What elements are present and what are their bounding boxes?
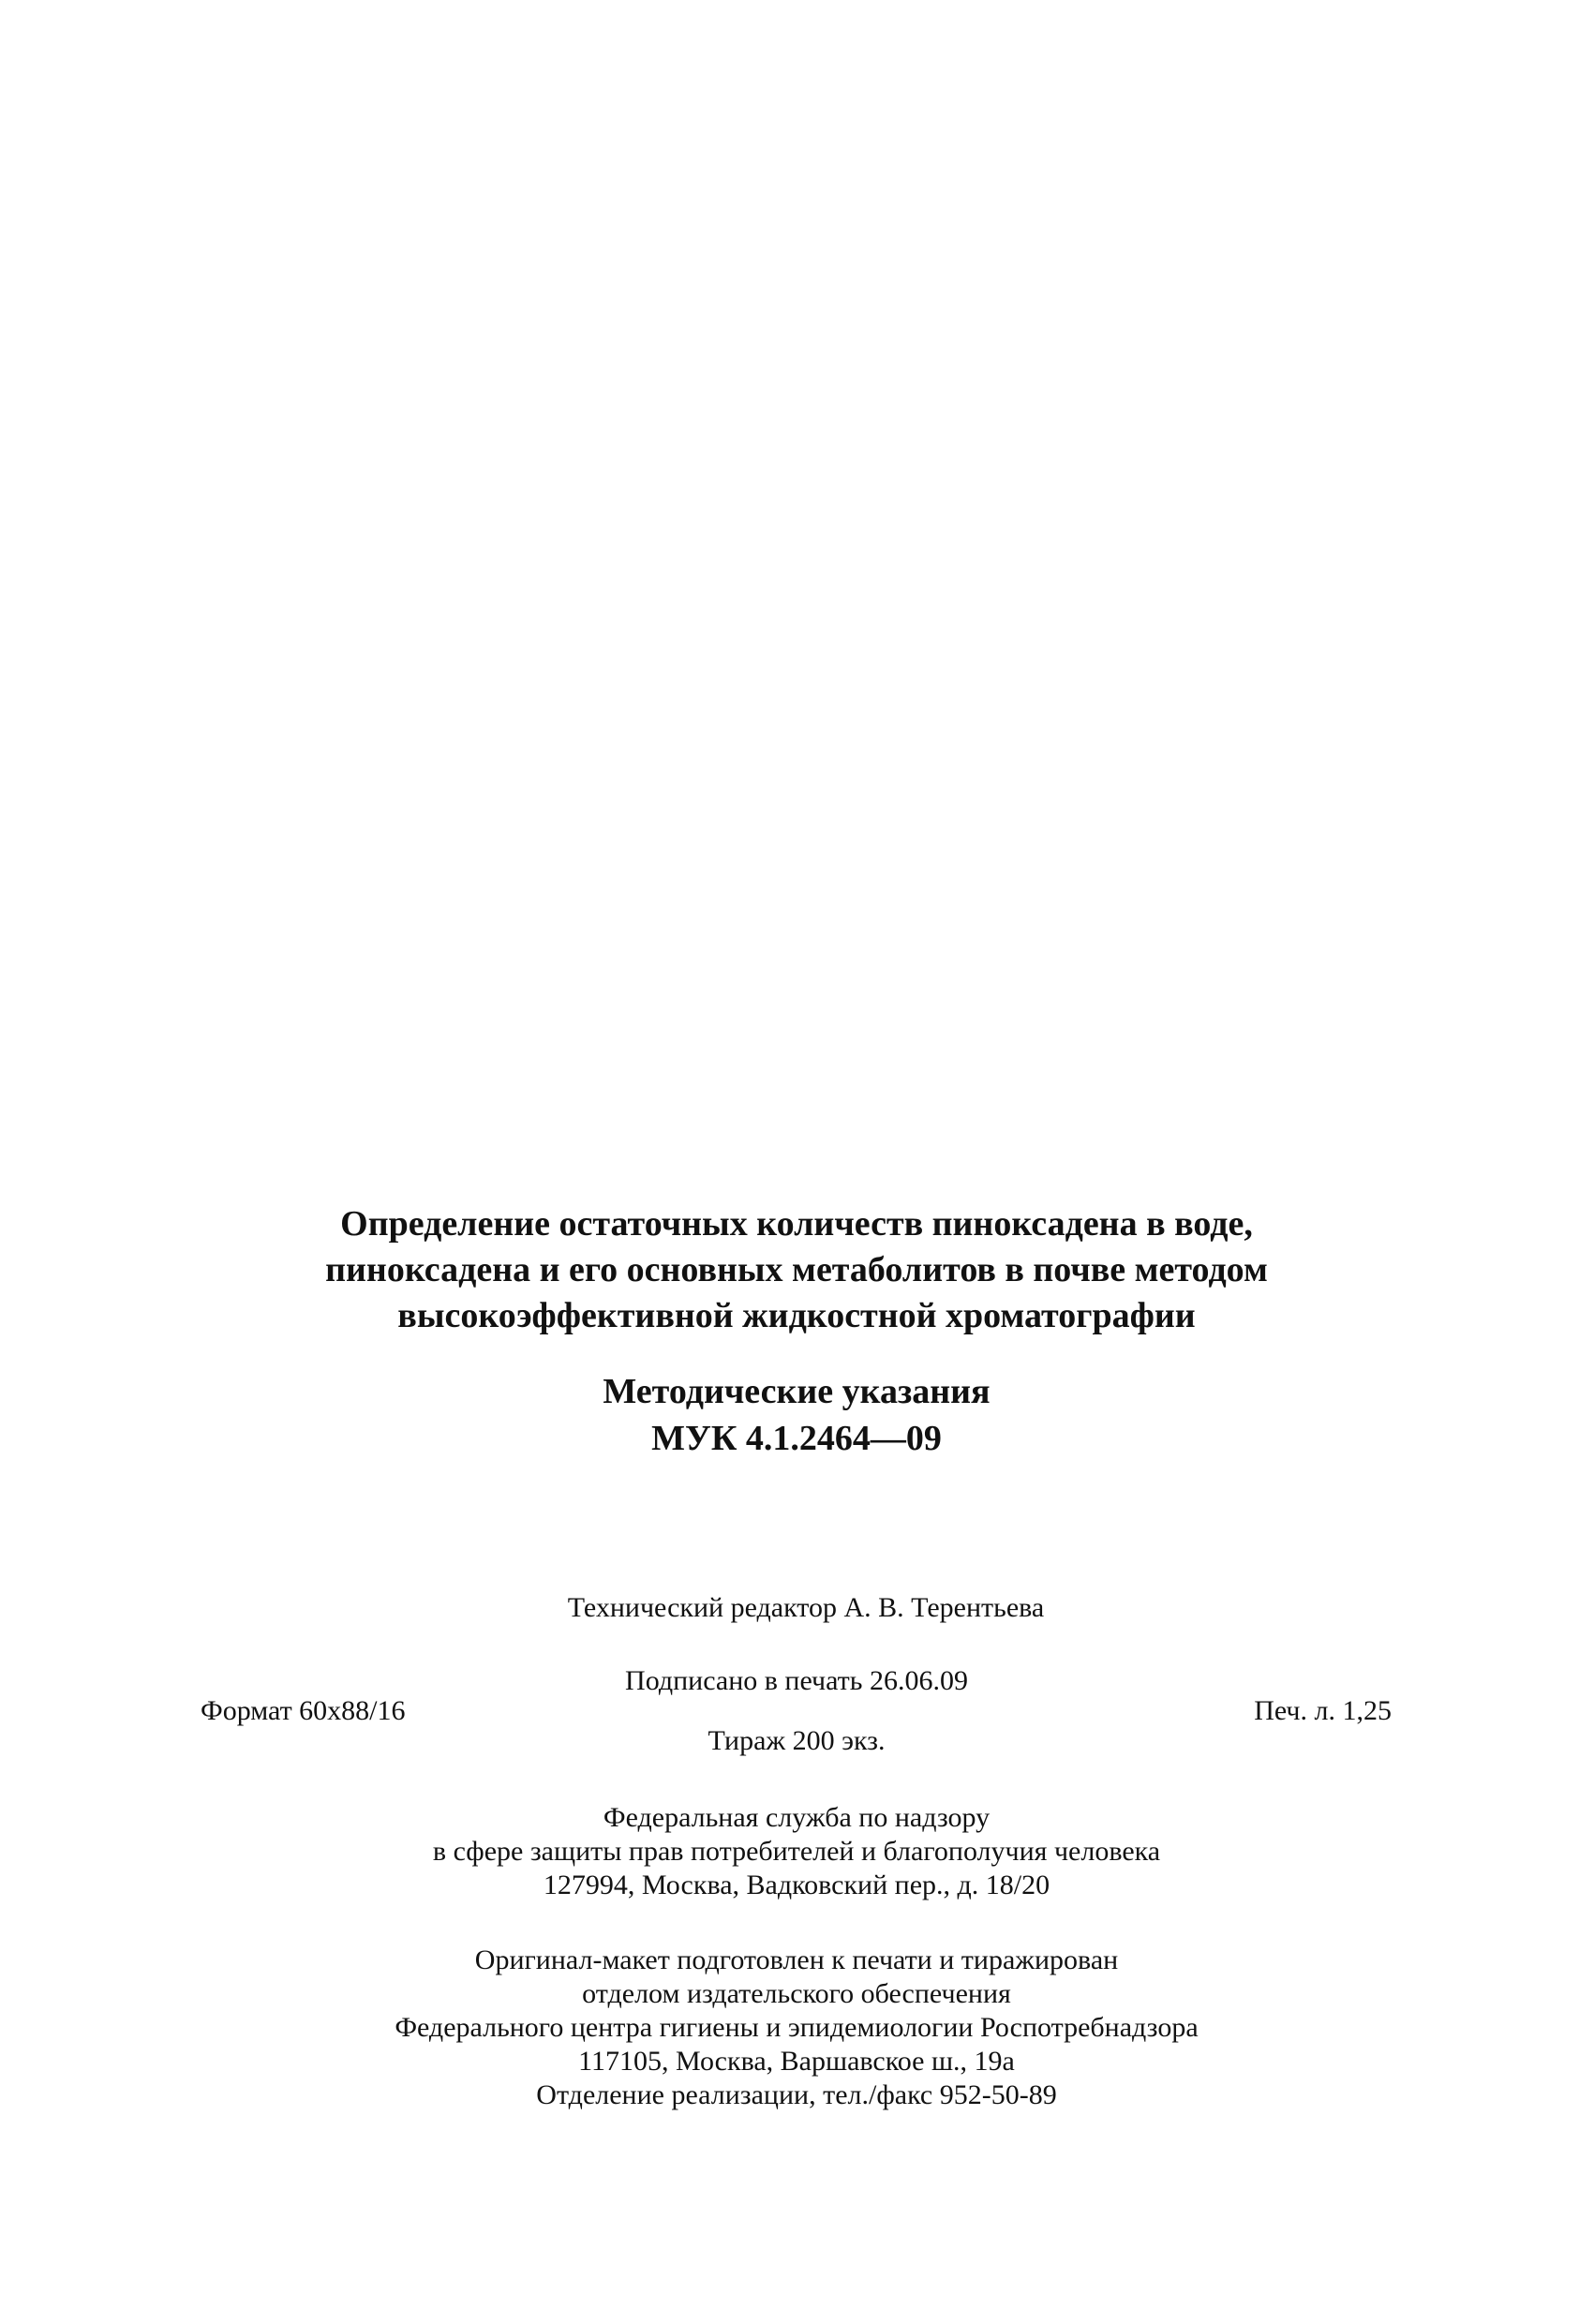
document-title [187, 1201, 1406, 1339]
publisher-line: в сфере защиты прав потребителей и благополучия человека [432, 1836, 1161, 1867]
publisher-address: 127994, Москва, Вадковский пер., д. 18/20 [543, 1870, 1050, 1900]
signed-date: Подписано в печать 26.06.09 [625, 1665, 968, 1696]
document-type [187, 1368, 1406, 1462]
paper-format: Формат 60x88/16 [201, 1695, 406, 1726]
printed-sheets: Печ. л. 1,25 [1254, 1695, 1392, 1726]
printer-address: 117105, Москва, Варшавское ш., 19а [578, 2046, 1015, 2077]
publisher-line: Федеральная служба по надзору [603, 1802, 991, 1833]
print-run: Тираж 200 экз. [708, 1725, 886, 1756]
sales-contact: Отделение реализации, тел./факс 952-50-89 [536, 2079, 1057, 2110]
printer-line: отделом издательского обеспечения [582, 1978, 1011, 2009]
printer-line: Федерального центра гигиены и эпидемиологии Роспотребнадзора [395, 2012, 1199, 2043]
publisher-block [281, 1801, 1312, 1902]
title-line: высокоэффективной жидкостной хроматографии [397, 1296, 1196, 1335]
tech-editor: Технический редактор А. В. Терентьева [567, 1592, 1045, 1623]
document-type-label: Методические указания [603, 1372, 991, 1411]
title-line: Определение остаточных количеств пиноксадена в воде, [340, 1204, 1253, 1244]
document-code: МУК 4.1.2464—09 [651, 1419, 942, 1458]
printer-line: Оригинал-макет подготовлен к печати и тиражирован [474, 1944, 1119, 1975]
title-line: пиноксадена и его основных метаболитов в почве методом [325, 1250, 1268, 1289]
printer-block [234, 1944, 1359, 2112]
